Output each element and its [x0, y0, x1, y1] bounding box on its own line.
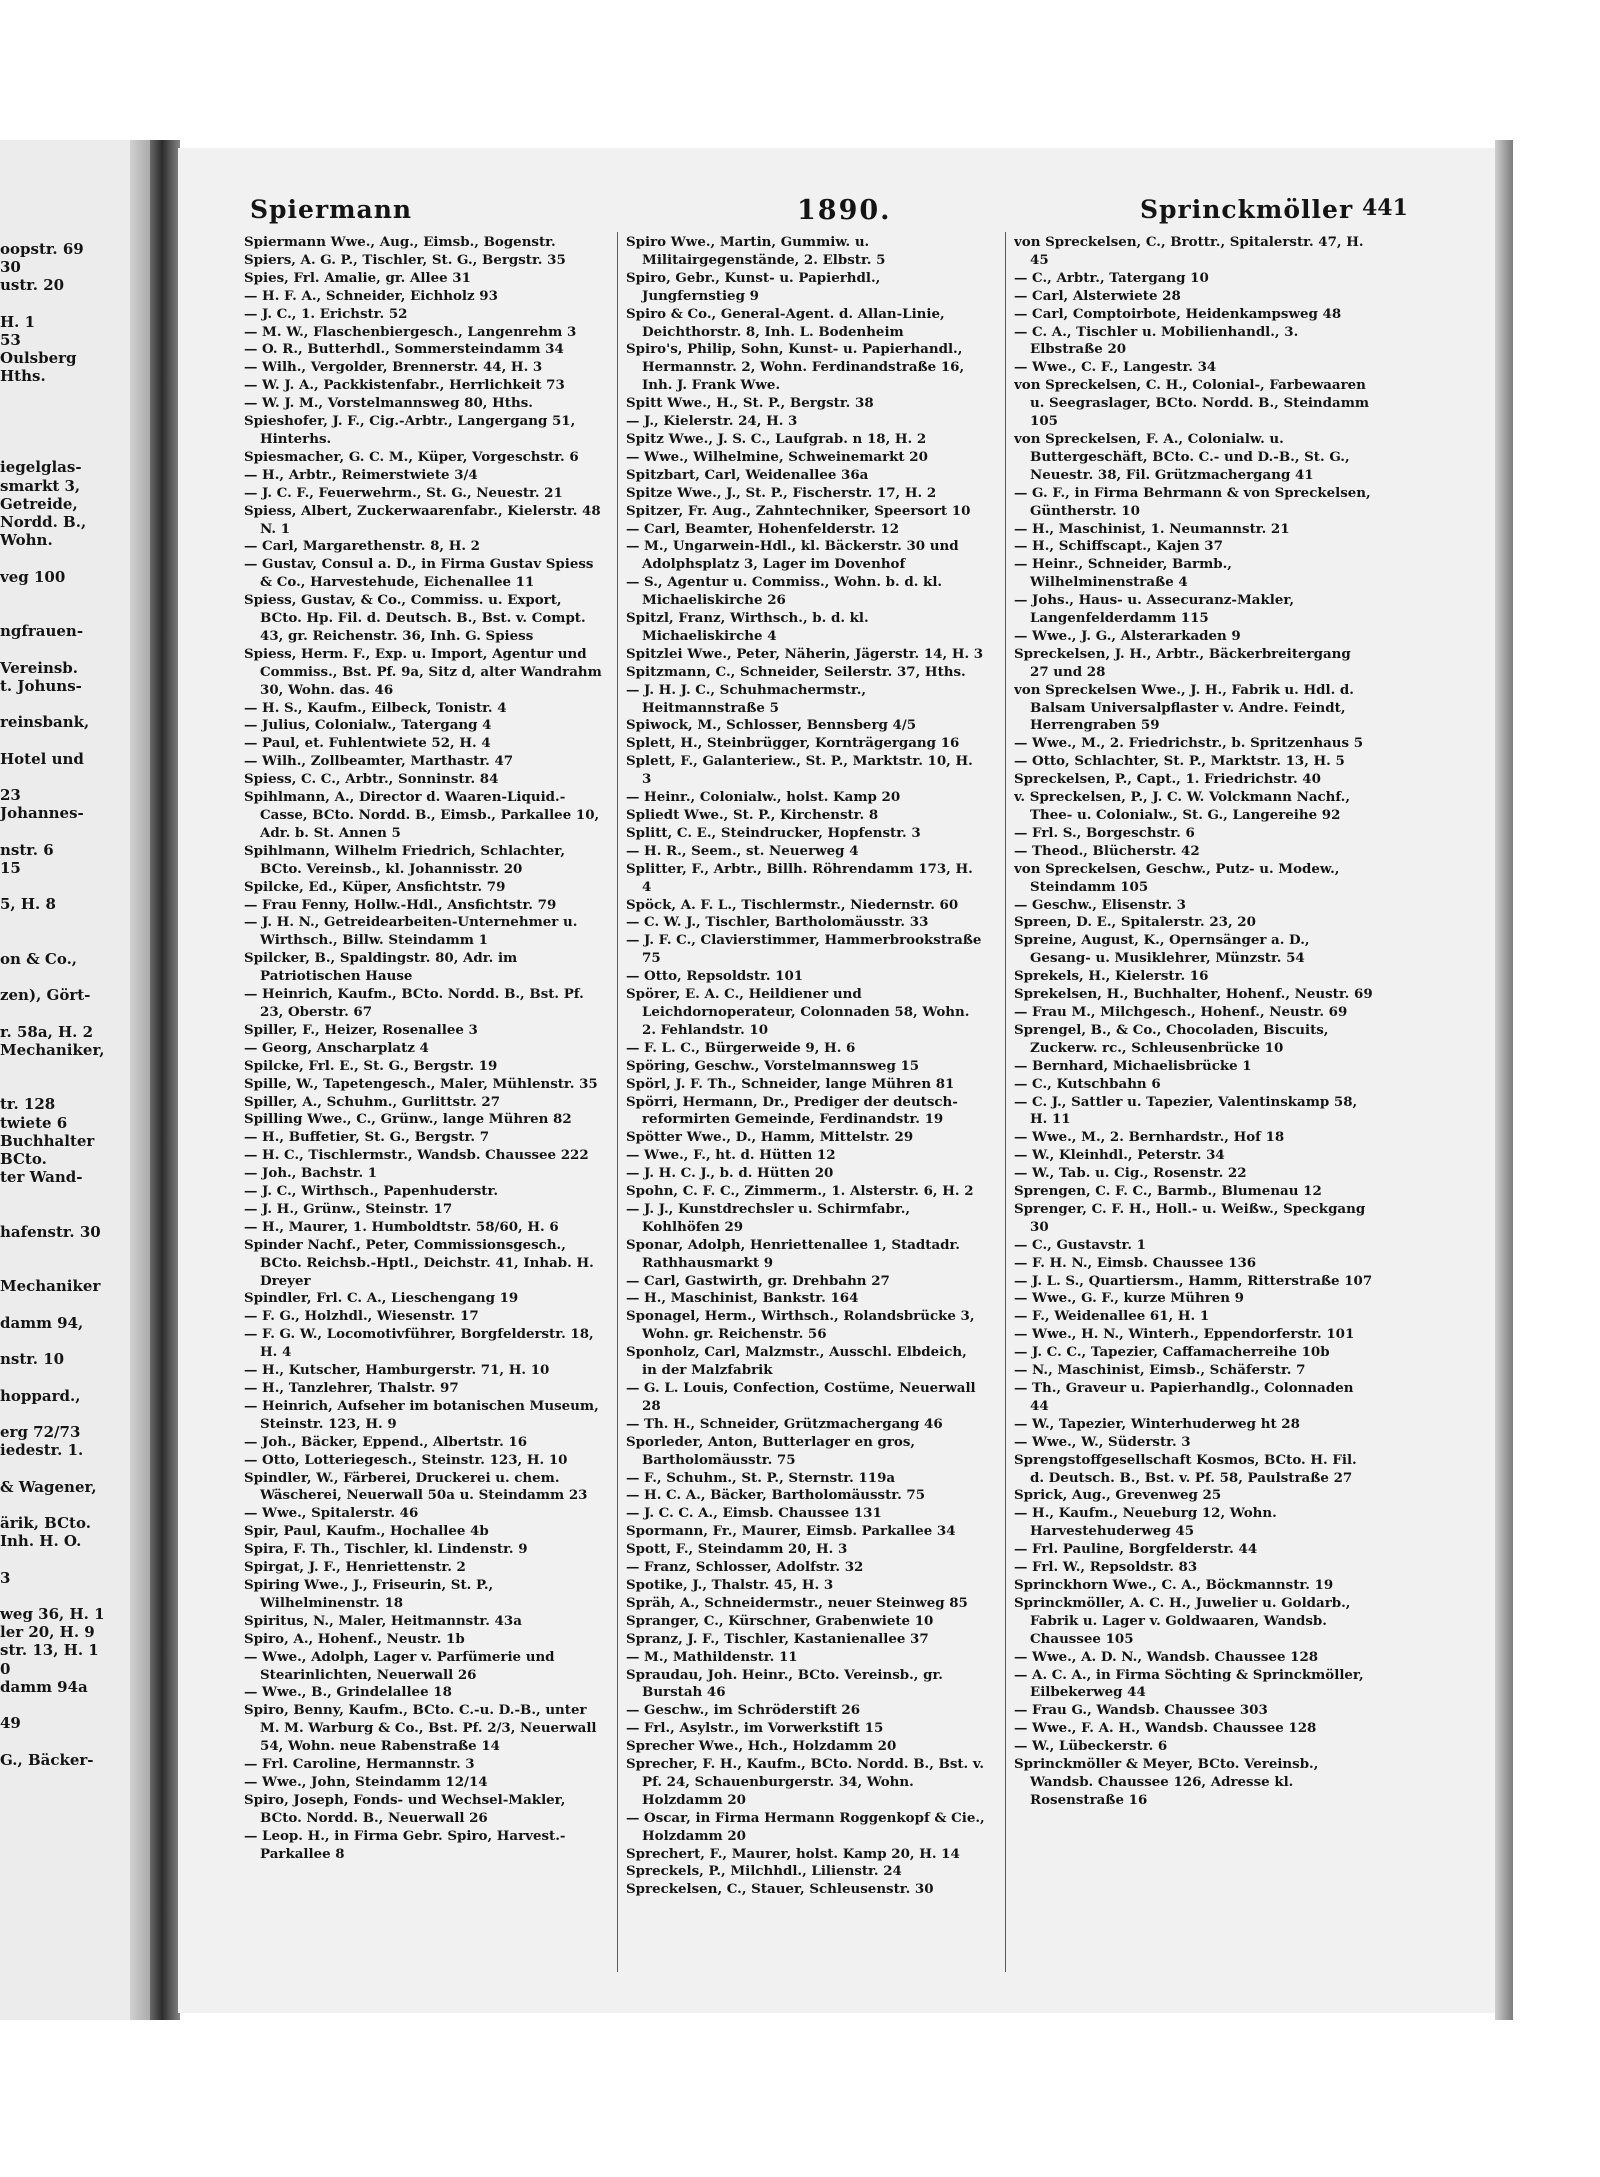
column-divider: [1005, 232, 1006, 1972]
directory-entry: — H., Kaufm., Neueburg 12, Wohn. Harvestehuderweg 45: [1014, 1505, 1277, 1540]
directory-entry: — W., Tapezier, Winterhuderweg ht 28: [1014, 1415, 1300, 1432]
directory-entry: — F. G. W., Locomotivführer, Borgfelderstr. 18, H. 4: [244, 1326, 594, 1361]
directory-entry: Spohn, C. F. C., Zimmerm., 1. Alsterstr. 6, H. 2: [626, 1183, 974, 1200]
directory-entry: — Wwe., H. N., Winterh., Eppendorferstr. 101: [1014, 1326, 1355, 1343]
directory-entry: Spiesmacher, G. C. M., Küper, Vorgeschstr. 6: [244, 448, 579, 465]
directory-entry: — F. L. C., Bürgerweide 9, H. 6: [626, 1039, 856, 1056]
directory-entry: — Georg, Anscharplatz 4: [244, 1039, 429, 1056]
directory-entry: — J. H. J. C., Schuhmachermstr., Heitmannstraße 5: [626, 681, 867, 716]
left-page-fragment: 15: [0, 858, 21, 877]
left-page-fragment: Wohn.: [0, 531, 53, 550]
directory-entry: Spiess, Albert, Zuckerwaarenfabr., Kielerstr. 48 N. 1: [244, 502, 601, 537]
directory-entry: — H. R., Seem., st. Neuerweg 4: [626, 842, 859, 859]
directory-entry: Spraudau, Joh. Heinr., BCto. Vereinsb., gr. Burstah 46: [626, 1666, 943, 1701]
directory-entry: — Wwe., F. A. H., Wandsb. Chaussee 128: [1014, 1720, 1317, 1737]
directory-entry: — Th., Graveur u. Papierhandlg., Colonnaden 44: [1014, 1380, 1354, 1414]
directory-entry: Spreckelsen, J. H., Arbtr., Bäckerbreitergang 27 und 28: [1014, 645, 1351, 680]
directory-entry: Sporleder, Anton, Butterlager en gros, Bartholomäusstr. 75: [626, 1433, 916, 1468]
left-page-fragment: BCto.: [0, 1150, 47, 1168]
directory-entry: — J. H. C. J., b. d. Hütten 20: [626, 1165, 834, 1182]
directory-entry: — H., Maurer, 1. Humboldtstr. 58/60, H. 6: [244, 1218, 559, 1235]
directory-entry: Spindler, Frl. C. A., Lieschengang 19: [244, 1290, 519, 1307]
directory-entry: Spiring Wwe., J., Friseurin, St. P., Wilhelminenstr. 18: [244, 1576, 494, 1611]
directory-entry: Sprinckmöller & Meyer, BCto. Vereinsb., Wandsb. Chaussee 126, Adresse kl. Rosenstraße 16: [1014, 1756, 1319, 1808]
left-page-fragment: 23: [0, 786, 21, 804]
left-page-fragment: erg 72/73: [0, 1423, 81, 1441]
directory-entry: Spöck, A. F. L., Tischlermstr., Niedernstr. 60: [626, 896, 959, 913]
directory-entry: — Bernhard, Michaelisbrücke 1: [1014, 1057, 1252, 1074]
directory-entry: Sponagel, Herm., Wirthsch., Rolandsbrücke 3, Wohn. gr. Reichenstr. 56: [626, 1308, 975, 1343]
left-page-fragment: 3: [0, 1568, 11, 1587]
directory-entry: — H., Tanzlehrer, Thalstr. 97: [244, 1380, 459, 1396]
directory-entry: — Leop. H., in Firma Gebr. Spiro, Harvest.-Parkallee 8: [244, 1827, 566, 1862]
directory-entry: Spreckels, P., Milchhdl., Lilienstr. 24: [626, 1863, 902, 1880]
directory-entry: Spörri, Hermann, Dr., Prediger der deutsch-reformirten Gemeinde, Ferdinandstr. 19: [626, 1093, 958, 1128]
directory-entry: Spiller, A., Schuhm., Gurlittstr. 27: [244, 1093, 501, 1110]
directory-entry: Spiermann Wwe., Aug., Eimsb., Bogenstr.: [244, 234, 556, 250]
directory-entry: Spiro Wwe., Martin, Gummiw. u. Militairgegenstände, 2. Elbstr. 5: [626, 234, 886, 268]
left-facing-page: [0, 140, 155, 2020]
directory-entry: — Wwe., M., 2. Bernhardstr., Hof 18: [1014, 1129, 1285, 1146]
directory-entry: Spies, Frl. Amalie, gr. Allee 31: [244, 269, 471, 286]
directory-entry: Spranger, C., Kürschner, Grabenwiete 10: [626, 1612, 934, 1629]
left-page-fragment: Johannes-: [0, 804, 84, 823]
directory-entry: — H. C. A., Bäcker, Bartholomäusstr. 75: [626, 1487, 926, 1504]
directory-entry: — J. C., 1. Erichstr. 52: [244, 305, 408, 322]
directory-entry: Sprick, Aug., Grevenweg 25: [1014, 1487, 1222, 1504]
directory-entry: Sprechert, F., Maurer, holst. Kamp 20, H. 14: [626, 1845, 960, 1862]
directory-entry: — C. J., Sattler u. Tapezier, Valentinskamp 58, H. 11: [1014, 1093, 1358, 1128]
directory-entry: — Theod., Blücherstr. 42: [1014, 842, 1200, 859]
directory-entry: Spira, F. Th., Tischler, kl. Lindenstr. 9: [244, 1541, 528, 1558]
directory-entry: — Heinrich, Aufseher im botanischen Museum, Steinstr. 123, H. 9: [244, 1397, 599, 1432]
directory-entry: — H. S., Kaufm., Eilbeck, Tonistr. 4: [244, 699, 507, 716]
left-page-fragment: r. 58a, H. 2: [0, 1022, 94, 1041]
directory-entry: Spörl, J. F. Th., Schneider, lange Mühren 81: [626, 1075, 955, 1092]
directory-entry: von Spreckelsen, F. A., Colonialw. u. Buttergeschäft, BCto. C.- und D.-B., St. G., Neuestr. 38, Fil. Grützmachergang 41: [1014, 430, 1350, 483]
directory-entry: — Otto, Repsoldstr. 101: [626, 968, 804, 985]
directory-entry: — Wwe., Adolph, Lager v. Parfümerie und Stearinlichten, Neuerwall 26: [244, 1648, 555, 1683]
directory-entry: Spöring, Geschw., Vorstelmannsweg 15: [626, 1057, 920, 1074]
directory-entry: — M. W., Flaschenbiergesch., Langenrehm 3: [244, 323, 577, 340]
directory-entry: — Frau M., Milchgesch., Hohenf., Neustr. 69: [1014, 1003, 1348, 1020]
directory-entry: — H. C., Tischlermstr., Wandsb. Chaussee 222: [244, 1147, 589, 1164]
directory-entry: — J. C. F., Feuerwehrm., St. G., Neuestr. 21: [244, 484, 563, 501]
directory-entry: — Wwe., Spitalerstr. 46: [244, 1505, 419, 1522]
left-page-fragment: 5, H. 8: [0, 895, 56, 914]
directory-column-1: [244, 234, 604, 1964]
directory-entry: — F., Schuhm., St. P., Sternstr. 119a: [626, 1469, 896, 1486]
left-page-fragment: Getreide,: [0, 494, 78, 513]
directory-entry: — H., Arbtr., Reimerstwiete 3/4: [244, 466, 478, 483]
directory-entry: — W. J. A., Packkistenfabr., Herrlichkeit 73: [244, 377, 565, 394]
directory-entry: Spinder Nachf., Peter, Commissionsgesch., BCto. Reichsb.-Hptl., Deichstr. 41, Inhab. H. Dreyer: [244, 1236, 594, 1289]
directory-entry: Sprecher Wwe., Hch., Holzdamm 20: [626, 1738, 897, 1755]
left-page-fragment: smarkt 3,: [0, 476, 81, 495]
left-page-fragment: Oulsberg: [0, 349, 77, 368]
directory-entry: Spormann, Fr., Maurer, Eimsb. Parkallee 34: [626, 1523, 956, 1540]
directory-entry: Spilling Wwe., C., Grünw., lange Mühren 82: [244, 1111, 572, 1128]
directory-entry: Spitzl, Franz, Wirthsch., b. d. kl. Michaeliskirche 4: [626, 610, 869, 644]
left-page-fragment: ngfrauen-: [0, 622, 84, 641]
directory-entry: — O. R., Butterhdl., Sommersteindamm 34: [244, 341, 564, 358]
directory-entry: Sprinckmöller, A. C. H., Juwelier u. Goldarb., Fabrik u. Lager v. Goldwaaren, Wandsb. Chaussee 105: [1014, 1594, 1351, 1647]
directory-entry: Spitzmann, C., Schneider, Seilerstr. 37, Hths.: [626, 663, 966, 680]
left-page-fragment: iegelglas-: [0, 458, 82, 477]
directory-entry: Spitzer, Fr. Aug., Zahntechniker, Speersort 10: [626, 502, 971, 519]
directory-entry: — Carl, Beamter, Hohenfelderstr. 12: [626, 520, 900, 537]
left-page-fragment: reinsbank,: [0, 713, 90, 732]
left-page-fragment: nstr. 10: [0, 1350, 65, 1369]
directory-entry: Spreine, August, K., Opernsänger a. D., Gesang- u. Musiklehrer, Münzstr. 54: [1014, 932, 1310, 967]
directory-entry: — H., Maschinist, Bankstr. 164: [626, 1290, 859, 1307]
left-page-fragment: hafenstr. 30: [0, 1222, 101, 1241]
directory-entry: Spiers, A. G. P., Tischler, St. G., Bergstr. 35: [244, 251, 566, 268]
left-page-fragment: zen), Gört-: [0, 986, 91, 1005]
directory-entry: — Wwe., Wilhelmine, Schweinemarkt 20: [626, 448, 928, 465]
directory-entry: — G. L. Louis, Confection, Costüme, Neuerwall 28: [626, 1380, 976, 1414]
directory-entry: — G. F., in Firma Behrmann & von Spreckelsen, Güntherstr. 10: [1014, 484, 1371, 519]
directory-entry: Spitt Wwe., H., St. P., Bergstr. 38: [626, 395, 874, 412]
directory-entry: Spitzlei Wwe., Peter, Näherin, Jägerstr. 14, H. 3: [626, 645, 984, 662]
directory-entry: — C., Arbtr., Tatergang 10: [1014, 269, 1209, 286]
directory-entry: — A. C. A., in Firma Söchting & Sprinckmöller, Eilbekerweg 44: [1014, 1666, 1364, 1701]
directory-column-3: [1014, 234, 1374, 1964]
directory-entry: — Gustav, Consul a. D., in Firma Gustav Spiess & Co., Harvestehude, Eichenallee 11: [244, 556, 594, 591]
directory-entry: — Wwe., G. F., kurze Mühren 9: [1014, 1290, 1244, 1307]
left-page-fragment: t. Johuns-: [0, 676, 82, 695]
directory-entry: — Franz, Schlosser, Adolfstr. 32: [626, 1559, 864, 1576]
left-page-fragment: 49: [0, 1714, 21, 1733]
directory-entry: — Th. H., Schneider, Grützmachergang 46: [626, 1415, 943, 1432]
directory-entry: — Oscar, in Firma Hermann Roggenkopf & Cie., Holzdamm 20: [626, 1809, 985, 1844]
directory-entry: — N., Maschinist, Eimsb., Schäferstr. 7: [1014, 1362, 1306, 1379]
left-page-fragment: nstr. 6: [0, 840, 54, 859]
left-page-fragment: Vereinsb.: [0, 658, 79, 677]
directory-entry: von Spreckelsen, C., Brottr., Spitalerstr. 47, H. 45: [1014, 234, 1364, 268]
left-page-fragment: Mechaniker,: [0, 1040, 105, 1059]
directory-entry: — Heinrich, Kaufm., BCto. Nordd. B., Bst. Pf. 23, Oberstr. 67: [244, 986, 584, 1020]
directory-entry: Splett, F., Galanteriew., St. P., Marktstr. 10, H. 3: [626, 753, 973, 788]
left-page-fragment: 30: [0, 258, 21, 277]
left-page-fragment: Buchhalter: [0, 1131, 95, 1150]
left-page-fragment: oopstr. 69: [0, 240, 84, 258]
directory-entry: — Heinr., Schneider, Barmb., Wilhelminenstraße 4: [1014, 556, 1232, 591]
running-head-right: Sprinckmöller: [1140, 195, 1354, 224]
left-page-fragment: Nordd. B.,: [0, 513, 87, 531]
directory-entry: Sprengel, B., & Co., Chocoladen, Biscuits, Zuckerw. rc., Schleusenbrücke 10: [1014, 1021, 1329, 1056]
directory-entry: — Carl, Alsterwiete 28: [1014, 287, 1181, 304]
directory-entry: Spott, F., Steindamm 20, H. 3: [626, 1541, 848, 1558]
directory-entry: — Wwe., John, Steindamm 12/14: [244, 1773, 488, 1790]
column-divider: [617, 232, 618, 1972]
directory-entry: — Carl, Comptoirbote, Heidenkampsweg 48: [1014, 305, 1342, 322]
directory-entry: — Wwe., C. F., Langestr. 34: [1014, 359, 1217, 376]
directory-entry: Spiro, A., Hohenf., Neustr. 1b: [244, 1630, 465, 1647]
directory-entry: von Spreckelsen, C. H., Colonial-, Farbewaaren u. Seegraslager, BCto. Nordd. B., Steindamm 105: [1014, 377, 1370, 430]
directory-entry: — W., Tab. u. Cig., Rosenstr. 22: [1014, 1165, 1247, 1182]
directory-entry: Spir, Paul, Kaufm., Hochallee 4b: [244, 1523, 489, 1540]
left-page-fragment: 0: [0, 1659, 11, 1678]
directory-entry: Spitz Wwe., J. S. C., Laufgrab. n 18, H. 2: [626, 430, 927, 447]
directory-entry: — M., Ungarwein-Hdl., kl. Bäckerstr. 30 und Adolphsplatz 3, Lager im Dovenhof: [626, 538, 959, 573]
left-page-fragment: on & Co.,: [0, 949, 78, 968]
directory-entry: Spilcke, Frl. E., St. G., Bergstr. 19: [244, 1057, 498, 1074]
directory-entry: Spihlmann, Wilhelm Friedrich, Schlachter, BCto. Vereinsb., kl. Johannisstr. 20: [244, 842, 566, 877]
directory-entry: — C. W. J., Tischler, Bartholomäusstr. 33: [626, 914, 929, 931]
directory-entry: — Otto, Schlachter, St. P., Marktstr. 13, H. 5: [1014, 753, 1345, 770]
directory-entry: — W., Kleinhdl., Peterstr. 34: [1014, 1147, 1225, 1164]
directory-entry: Spiro's, Philip, Sohn, Kunst- u. Papierhandl., Hermannstr. 2, Wohn. Ferdinandstraße 16, Inh. J. Frank Wwe.: [626, 341, 965, 394]
directory-entry: Sponholz, Carl, Malzmstr., Ausschl. Elbdeich, in der Malzfabrik: [626, 1344, 967, 1379]
directory-entry: Spieshofer, J. F., Cig.-Arbtr., Langergang 51, Hinterhs.: [244, 413, 576, 447]
directory-entry: Spräh, A., Schneidermstr., neuer Steinweg 85: [626, 1594, 968, 1611]
directory-entry: — Wilh., Vergolder, Brennerstr. 44, H. 3: [244, 359, 543, 376]
directory-entry: — F. H. N., Eimsb. Chaussee 136: [1014, 1254, 1257, 1271]
directory-entry: — H., Maschinist, 1. Neumannstr. 21: [1014, 520, 1290, 537]
directory-entry: — Wwe., J. G., Alsterarkaden 9: [1014, 627, 1241, 644]
left-page-fragment: G., Bäcker-: [0, 1750, 94, 1769]
directory-entry: — Geschw., Elisenstr. 3: [1014, 896, 1186, 913]
directory-entry: — Frl. S., Borgeschstr. 6: [1014, 824, 1195, 841]
directory-entry: — Wwe., A. D. N., Wandsb. Chaussee 128: [1014, 1648, 1319, 1665]
directory-entry: — Paul, et. Fuhlentwiete 52, H. 4: [244, 735, 491, 752]
left-page-fragment: H. 1: [0, 312, 36, 331]
directory-entry: — Wwe., M., 2. Friedrichstr., b. Spritzenhaus 5: [1014, 735, 1364, 752]
directory-entry: — Frl. W., Repsoldstr. 83: [1014, 1559, 1198, 1576]
left-page-fragment: damm 94a: [0, 1677, 88, 1696]
left-page-fragment: 53: [0, 331, 21, 349]
directory-entry: Spilcke, Ed., Küper, Ansfichtstr. 79: [244, 878, 506, 895]
directory-entry: — H., Schiffscapt., Kajen 37: [1014, 538, 1223, 555]
directory-entry: — J. H., Grünw., Steinstr. 17: [244, 1200, 453, 1217]
directory-entry: Spötter Wwe., D., Hamm, Mittelstr. 29: [626, 1129, 914, 1146]
book-gutter: [150, 140, 180, 2020]
directory-entry: Spiro, Gebr., Kunst- u. Papierhdl., Jungfernstieg 9: [626, 269, 881, 304]
directory-column-2: [626, 234, 986, 1964]
directory-entry: Spiess, C. C., Arbtr., Sonninstr. 84: [244, 771, 499, 788]
year-heading: 1890.: [797, 195, 892, 226]
left-page-fragment: ärik, BCto.: [0, 1514, 91, 1532]
directory-entry: Spliedt Wwe., St. P., Kirchenstr. 8: [626, 807, 879, 823]
left-page-fragment: str. 13, H. 1: [0, 1641, 99, 1660]
directory-entry: Spiller, F., Heizer, Rosenallee 3: [244, 1021, 478, 1038]
directory-entry: — Frl., Asylstr., im Vorwerkstift 15: [626, 1720, 884, 1737]
directory-entry: — F., Weidenallee 61, H. 1: [1014, 1308, 1210, 1325]
directory-entry: Spihlmann, A., Director d. Waaren-Liquid.-Casse, BCto. Nordd. B., Eimsb., Parkallee 10, Adr. b. St. Annen 5: [244, 789, 600, 841]
directory-entry: — Otto, Lotteriegesch., Steinstr. 123, H. 10: [244, 1451, 568, 1468]
left-page-fragment: hoppard.,: [0, 1386, 81, 1405]
directory-entry: — J. H. N., Getreidearbeiten-Unternehmer u. Wirthsch., Billw. Steindamm 1: [244, 914, 578, 949]
left-page-fragment: Hths.: [0, 367, 46, 386]
directory-entry: Spiess, Gustav, & Co., Commiss. u. Export, BCto. Hp. Fil. d. Deutsch. B., Bst. v. Compt. 43, gr. Reichenstr. 36, Inh. G. Spiess: [244, 592, 586, 644]
directory-entry: Sprecher, F. H., Kaufm., BCto. Nordd. B., Bst. v. Pf. 24, Schauenburgerstr. 34, Wohn. Holzdamm 20: [626, 1756, 984, 1808]
directory-entry: Spiwock, M., Schlosser, Bennsberg 4/5: [626, 717, 917, 734]
directory-entry: Splitt, C. E., Steindrucker, Hopfenstr. 3: [626, 824, 921, 841]
page-number: 441: [1362, 195, 1408, 221]
left-page-fragment: twiete 6: [0, 1113, 68, 1132]
left-page-fragment: ter Wand-: [0, 1168, 83, 1187]
directory-entry: — J. J., Kunstdrechsler u. Schirmfabr., Kohlhöfen 29: [626, 1200, 911, 1235]
directory-entry: — Carl, Margarethenstr. 8, H. 2: [244, 538, 481, 555]
page-header: [240, 195, 1440, 235]
left-page-fragment: veg 100: [0, 567, 66, 586]
directory-entry: — Frl. Pauline, Borgfelderstr. 44: [1014, 1541, 1258, 1558]
left-page-fragment: & Wagener,: [0, 1477, 97, 1496]
directory-entry: — W. J. M., Vorstelmannsweg 80, Hths.: [244, 395, 533, 412]
directory-entry: — Heinr., Colonialw., holst. Kamp 20: [626, 789, 901, 806]
directory-entry: — J. C. C. A., Eimsb. Chaussee 131: [626, 1505, 882, 1522]
directory-entry: Sponar, Adolph, Henriettenallee 1, Stadtadr. Rathhausmarkt 9: [626, 1236, 960, 1271]
directory-entry: Spiess, Herm. F., Exp. u. Import, Agentur und Commiss., Bst. Pf. 9a, Sitz d, alter Wandrahm 30, Wohn. das. 46: [244, 645, 602, 698]
directory-entry: — Carl, Gastwirth, gr. Drehbahn 27: [626, 1272, 890, 1289]
directory-entry: Splitter, F., Arbtr., Billh. Röhrendamm 173, H. 4: [626, 860, 973, 895]
directory-entry: — M., Mathildenstr. 11: [626, 1648, 798, 1665]
page-edge-shadow: [1495, 140, 1513, 2020]
directory-entry: — C. A., Tischler u. Mobilienhandl., 3. Elbstraße 20: [1014, 323, 1299, 358]
directory-entry: Spreckelsen, C., Stauer, Schleusenstr. 30: [626, 1881, 934, 1898]
directory-entry: — Joh., Bachstr. 1: [244, 1165, 378, 1182]
directory-entry: — Frl. Caroline, Hermannstr. 3: [244, 1756, 475, 1773]
directory-entry: von Spreckelsen, Geschw., Putz- u. Modew., Steindamm 105: [1014, 860, 1340, 895]
directory-entry: — Wilh., Zollbeamter, Marthastr. 47: [244, 753, 514, 770]
directory-entry: — J. C., Wirthsch., Papenhuderstr.: [244, 1183, 498, 1200]
directory-entry: von Spreckelsen Wwe., J. H., Fabrik u. Hdl. d. Balsam Universalpflaster v. Andre. Feindt, Herrengraben 59: [1014, 681, 1354, 734]
directory-entry: — H., Buffetier, St. G., Bergstr. 7: [244, 1129, 490, 1146]
left-page-fragment: ler 20, H. 9: [0, 1623, 95, 1642]
left-page-fragment: Inh. H. O.: [0, 1532, 82, 1551]
directory-entry: — F. G., Holzhdl., Wiesenstr. 17: [244, 1308, 479, 1325]
directory-entry: — Wwe., F., ht. d. Hütten 12: [626, 1147, 836, 1164]
directory-entry: — J., Kielerstr. 24, H. 3: [626, 413, 798, 430]
directory-entry: — Wwe., W., Süderstr. 3: [1014, 1433, 1191, 1450]
directory-entry: — H., Kutscher, Hamburgerstr. 71, H. 10: [244, 1362, 550, 1379]
left-page-fragment: iedestr. 1.: [0, 1441, 84, 1460]
directory-entry: — J. L. S., Quartiersm., Hamm, Ritterstraße 107: [1014, 1272, 1373, 1289]
directory-entry: Spilcker, B., Spaldingstr. 80, Adr. im Patriotischen Hause: [244, 950, 518, 985]
left-page-fragment: damm 94,: [0, 1313, 84, 1332]
directory-entry: — J. F. C., Clavierstimmer, Hammerbrookstraße 75: [626, 932, 982, 967]
directory-entry: — H. F. A., Schneider, Eichholz 93: [244, 287, 498, 304]
directory-entry: — Joh., Bäcker, Eppend., Albertstr. 16: [244, 1433, 528, 1450]
directory-entry: Sprekels, H., Kielerstr. 16: [1014, 968, 1209, 985]
left-page-fragment: tr. 128: [0, 1095, 56, 1114]
directory-entry: — Julius, Colonialw., Tatergang 4: [244, 717, 492, 734]
directory-entry: Sprekelsen, H., Buchhalter, Hohenf., Neustr. 69: [1014, 986, 1373, 1003]
directory-entry: Sprenger, C. F. H., Holl.- u. Weißw., Speckgang 30: [1014, 1200, 1366, 1235]
directory-entry: Sprinckhorn Wwe., C. A., Böckmannstr. 19: [1014, 1576, 1334, 1593]
directory-entry: Spreckelsen, P., Capt., 1. Friedrichstr. 40: [1014, 771, 1321, 788]
directory-entry: — J. C. C., Tapezier, Caffamacherreihe 10b: [1014, 1344, 1330, 1361]
left-page-fragment: Hotel und: [0, 749, 84, 768]
directory-entry: Spiro & Co., General-Agent. d. Allan-Linie, Deichthorstr. 8, Inh. L. Bodenheim: [626, 305, 945, 340]
directory-entry: Spiro, Joseph, Fonds- und Wechsel-Makler, BCto. Nordd. B., Neuerwall 26: [244, 1791, 566, 1826]
directory-entry: — C., Gustavstr. 1: [1014, 1236, 1147, 1253]
directory-entry: Sprengstoffgesellschaft Kosmos, BCto. H. Fil. d. Deutsch. B., Bst. v. Pf. 58, Paulstraße 27: [1014, 1451, 1357, 1486]
directory-entry: — Wwe., B., Grindelallee 18: [244, 1684, 452, 1701]
directory-entry: — Johs., Haus- u. Assecuranz-Makler, Langenfelderdamm 115: [1014, 592, 1295, 627]
left-page-fragment: weg 36, H. 1: [0, 1605, 105, 1623]
directory-entry: — W., Lübeckerstr. 6: [1014, 1738, 1168, 1755]
directory-entry: — Geschw., im Schröderstift 26: [626, 1702, 861, 1719]
directory-entry: Spitze Wwe., J., St. P., Fischerstr. 17, H. 2: [626, 484, 937, 501]
directory-entry: Spiritus, N., Maler, Heitmannstr. 43a: [244, 1612, 522, 1629]
directory-entry: Spreen, D. E., Spitalerstr. 23, 20: [1014, 914, 1256, 931]
directory-entry: Splett, H., Steinbrügger, Kornträgergang 16: [626, 735, 960, 752]
directory-entry: — Frau G., Wandsb. Chaussee 303: [1014, 1702, 1268, 1719]
directory-entry: Spitzbart, Carl, Weidenallee 36a: [626, 466, 869, 483]
directory-entry: Spirgat, J. F., Henriettenstr. 2: [244, 1559, 466, 1576]
directory-entry: Spörer, E. A. C., Heildiener und Leichdornoperateur, Colonnaden 58, Wohn. 2. Fehlandstr. 10: [626, 986, 970, 1038]
directory-entry: Spille, W., Tapetengesch., Maler, Mühlenstr. 35: [244, 1075, 598, 1092]
directory-entry: — C., Kutschbahn 6: [1014, 1075, 1161, 1092]
directory-entry: Spiro, Benny, Kaufm., BCto. C.-u. D.-B., unter M. M. Warburg & Co., Bst. Pf. 2/3, Neuerwall 54, Wohn. neue Rabenstraße 14: [244, 1702, 597, 1755]
directory-entry: Spotike, J., Thalstr. 45, H. 3: [626, 1576, 834, 1593]
directory-entry: Spranz, J. F., Tischler, Kastanienallee 37: [626, 1630, 929, 1647]
directory-entry: — Frau Fenny, Hollw.-Hdl., Ansfichtstr. 79: [244, 896, 557, 913]
left-page-fragment: Mechaniker: [0, 1277, 101, 1296]
directory-entry: v. Spreckelsen, P., J. C. W. Volckmann Nachf., Thee- u. Colonialw., St. G., Langereihe 92: [1014, 789, 1350, 823]
directory-entry: — S., Agentur u. Commiss., Wohn. b. d. kl. Michaeliskirche 26: [626, 574, 943, 609]
left-page-fragment: ustr. 20: [0, 276, 65, 295]
directory-entry: Sprengen, C. F. C., Barmb., Blumenau 12: [1014, 1183, 1322, 1200]
directory-entry: Spindler, W., Färberei, Druckerei u. chem. Wäscherei, Neuerwall 50a u. Steindamm 23: [244, 1469, 588, 1504]
running-head-left: Spiermann: [250, 195, 413, 224]
